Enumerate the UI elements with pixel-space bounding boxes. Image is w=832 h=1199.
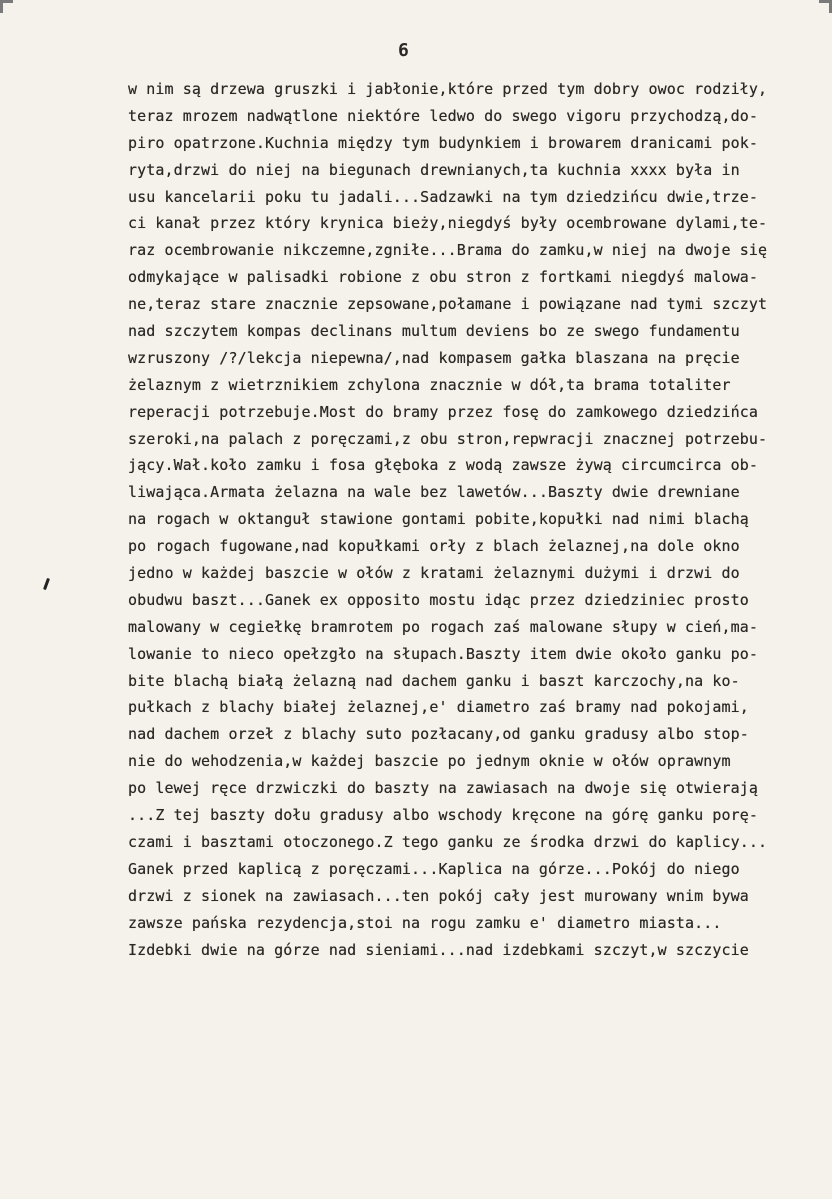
text-line: nie do wehodzenia,w każdej baszcie po jednym oknie w ołów oprawnym bbox=[128, 752, 731, 771]
text-line: Ganek przed kaplicą z poręczami...Kaplica na górze...Pokój do niego bbox=[128, 859, 740, 878]
text-line: czami i basztami otoczonego.Z tego ganku ze środka drzwi do kaplicy... bbox=[128, 832, 768, 851]
text-line: piro opatrzone.Kuchnia między tym budynkiem i browarem dranicami pok- bbox=[128, 133, 759, 152]
document-text bbox=[128, 76, 832, 963]
text-line: zawsze pańska rezydencja,stoi na rogu zamku e' diametro miasta... bbox=[128, 913, 722, 932]
text-line: po rogach fugowane,nad kopułkami orły z blach żelaznej,na dole okno bbox=[128, 537, 740, 556]
page-number: 6 bbox=[398, 40, 409, 61]
text-line: po lewej ręce drzwiczki do baszty na zawiasach na dwoje się otwierają bbox=[128, 779, 759, 798]
margin-mark bbox=[43, 578, 50, 590]
text-line: drzwi z sionek na zawiasach...ten pokój cały jest murowany wnim bywa bbox=[128, 886, 749, 905]
text-line: szeroki,na palach z poręczami,z obu stron,repwracji znacznej potrzebu- bbox=[128, 429, 768, 448]
text-line: liwająca.Armata żelazna na wale bez lawetów...Baszty dwie drewniane bbox=[128, 483, 740, 502]
text-line: jedno w każdej baszcie w ołów z kratami żelaznymi dużymi i drzwi do bbox=[128, 564, 740, 583]
text-line: obudwu baszt...Ganek ex opposito mostu idąc przez dziedziniec prosto bbox=[128, 590, 749, 609]
text-line: odmykające w palisadki robione z obu stron z fortkami niegdyś malowa- bbox=[128, 268, 759, 287]
text-line: usu kancelarii poku tu jadali...Sadzawki na tym dziedzińcu dwie,trze- bbox=[128, 187, 759, 206]
text-line: jący.Wał.koło zamku i fosa głęboka z wodą zawsze żywą circumcirca ob- bbox=[128, 456, 759, 475]
text-line: pułkach z blachy białej żelaznej,e' diametro zaś bramy nad pokojami, bbox=[128, 698, 749, 717]
text-line: raz ocembrowanie nikczemne,zgniłe...Brama do zamku,w niej na dwoje się bbox=[128, 241, 768, 260]
text-line: malowany w cegiełkę bramrotem po rogach zaś malowane słupy w cień,ma- bbox=[128, 617, 759, 636]
text-line: w nim są drzewa gruszki i jabłonie,które przed tym dobry owoc rodziły, bbox=[128, 80, 768, 98]
text-line: na rogach w oktanguł stawione gontami pobite,kopułki nad nimi blachą bbox=[128, 510, 749, 529]
text-line: żelaznym z wietrznikiem zchylona znacznie w dół,ta brama totaliter bbox=[128, 375, 731, 394]
text-line: ne,teraz stare znacznie zepsowane,połamane i powiązane nad tymi szczyt bbox=[128, 295, 768, 314]
text-line: nad dachem orzeł z blachy suto pozłacany,od ganku gradusy albo stop- bbox=[128, 725, 749, 744]
text-line: ci kanał przez który krynica bieży,niegdyś były ocembrowane dylami,te- bbox=[128, 214, 768, 233]
text-line: nad szczytem kompas declinans multum deviens bo ze swego fundamentu bbox=[128, 322, 740, 341]
scan-corner-mark bbox=[0, 0, 13, 13]
text-line: ryta,drzwi do niej na biegunach drewnianych,ta kuchnia xxxx była in bbox=[128, 160, 740, 179]
text-line: bite blachą białą żelazną nad dachem ganku i baszt karczochy,na ko- bbox=[128, 671, 740, 690]
text-line: Izdebki dwie na górze nad sieniami...nad izdebkami szczyt,w szczycie bbox=[128, 940, 749, 959]
text-line: wzruszony /?/lekcja niepewna/,nad kompasem gałka blaszana na pręcie bbox=[128, 348, 740, 367]
text-line: lowanie to nieco opełzgło na słupach.Baszty item dwie około ganku po- bbox=[128, 644, 759, 663]
scan-corner-mark bbox=[819, 0, 832, 13]
text-line: teraz mrozem nadwątlone niektóre ledwo do swego vigoru przychodzą,do- bbox=[128, 106, 759, 125]
text-line: ...Z tej baszty dołu gradusy albo wschody kręcone na górę ganku porę- bbox=[128, 806, 759, 825]
text-line: reperacji potrzebuje.Most do bramy przez fosę do zamkowego dziedzińca bbox=[128, 402, 759, 421]
